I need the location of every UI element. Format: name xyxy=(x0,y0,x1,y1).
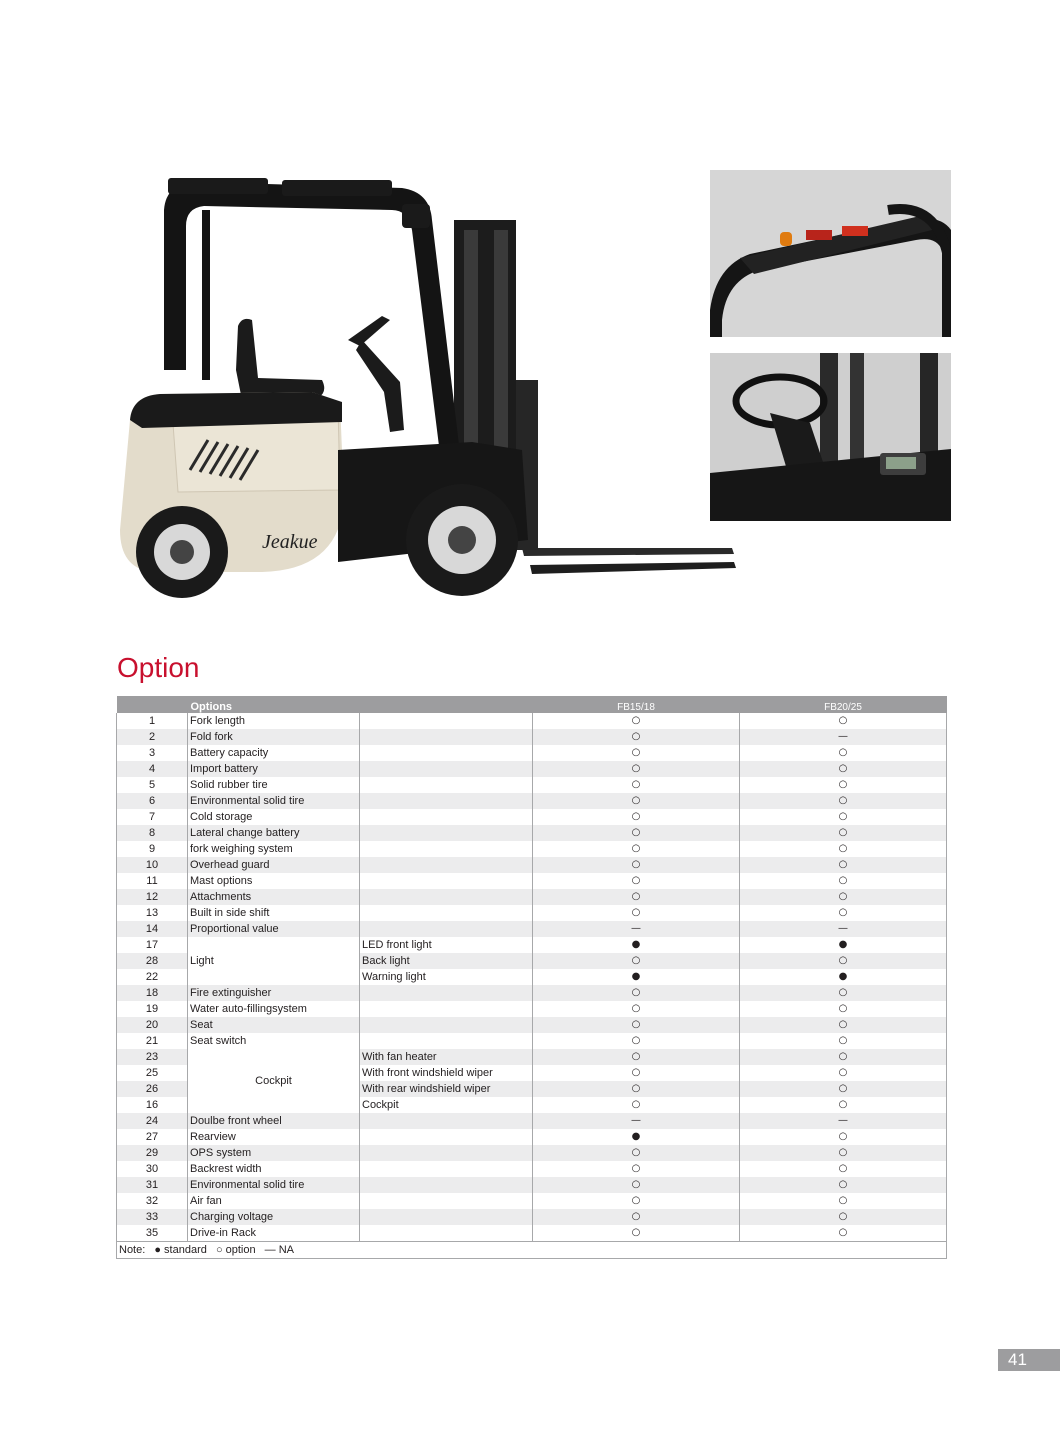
table-row xyxy=(117,1049,947,1065)
row-fb20-25-value: ○ xyxy=(740,1017,947,1033)
row-fb15-18-value: ○ xyxy=(533,745,740,761)
row-suboption xyxy=(360,921,533,937)
table-row xyxy=(117,857,947,873)
row-fb15-18-value: — xyxy=(533,921,740,937)
table-row xyxy=(117,777,947,793)
table-row xyxy=(117,1113,947,1129)
row-number: 22 xyxy=(117,969,188,985)
row-fb20-25-value: ○ xyxy=(740,857,947,873)
section-title: Option xyxy=(117,652,200,683)
row-suboption xyxy=(360,857,533,873)
row-fb15-18-value: ○ xyxy=(533,1177,740,1193)
row-number: 1 xyxy=(117,713,188,729)
row-number: 14 xyxy=(117,921,188,937)
table-row xyxy=(117,1225,947,1242)
row-fb15-18-value: ○ xyxy=(533,793,740,809)
row-suboption xyxy=(360,985,533,1001)
row-fb15-18-value: ○ xyxy=(533,985,740,1001)
row-suboption: With rear windshield wiper xyxy=(360,1081,533,1097)
row-fb20-25-value: ○ xyxy=(740,1081,947,1097)
brand-logo: Jeakue xyxy=(262,531,318,553)
table-row xyxy=(117,1129,947,1145)
row-fb15-18-value: ○ xyxy=(533,1193,740,1209)
row-fb20-25-value: — xyxy=(740,921,947,937)
row-number: 21 xyxy=(117,1033,188,1049)
row-fb20-25-value: ○ xyxy=(740,873,947,889)
table-row xyxy=(117,873,947,889)
row-fb15-18-value: ○ xyxy=(533,777,740,793)
row-suboption: With fan heater xyxy=(360,1049,533,1065)
row-number: 28 xyxy=(117,953,188,969)
row-option-name: Attachments xyxy=(188,889,360,905)
row-option-name: Lateral change battery xyxy=(188,825,360,841)
row-fb20-25-value: ○ xyxy=(740,1065,947,1081)
row-fb20-25-value: ○ xyxy=(740,841,947,857)
row-suboption xyxy=(360,1033,533,1049)
table-row xyxy=(117,793,947,809)
table-row xyxy=(117,1001,947,1017)
row-option-name: Environmental solid tire xyxy=(188,1177,360,1193)
row-fb15-18-value: ○ xyxy=(533,729,740,745)
row-number: 32 xyxy=(117,1193,188,1209)
row-option-name: Built in side shift xyxy=(188,905,360,921)
row-suboption xyxy=(360,729,533,745)
row-option-name: Seat xyxy=(188,1017,360,1033)
row-suboption xyxy=(360,1177,533,1193)
row-number: 27 xyxy=(117,1129,188,1145)
legend-note xyxy=(117,1242,947,1259)
row-suboption xyxy=(360,1129,533,1145)
row-fb20-25-value: ○ xyxy=(740,1209,947,1225)
cockpit-dashboard-photo xyxy=(710,353,951,521)
row-fb20-25-value: ● xyxy=(740,937,947,953)
row-suboption: Warning light xyxy=(360,969,533,985)
row-fb15-18-value: ○ xyxy=(533,889,740,905)
row-fb20-25-value: ● xyxy=(740,969,947,985)
row-option-name: Import battery xyxy=(188,761,360,777)
row-number: 10 xyxy=(117,857,188,873)
note-standard: ● standard xyxy=(154,1244,207,1256)
row-number: 9 xyxy=(117,841,188,857)
table-row xyxy=(117,1209,947,1225)
row-number: 16 xyxy=(117,1097,188,1113)
row-fb20-25-value: ○ xyxy=(740,889,947,905)
row-suboption xyxy=(360,793,533,809)
row-fb20-25-value: ○ xyxy=(740,761,947,777)
row-suboption xyxy=(360,777,533,793)
row-number: 8 xyxy=(117,825,188,841)
row-number: 26 xyxy=(117,1081,188,1097)
table-row xyxy=(117,1145,947,1161)
row-number: 30 xyxy=(117,1161,188,1177)
row-fb15-18-value: ○ xyxy=(533,953,740,969)
row-number: 12 xyxy=(117,889,188,905)
note-label: Note: xyxy=(119,1244,146,1256)
table-row xyxy=(117,745,947,761)
row-fb20-25-value: — xyxy=(740,1113,947,1129)
row-number: 25 xyxy=(117,1065,188,1081)
row-suboption: Back light xyxy=(360,953,533,969)
forklift-product-image xyxy=(112,170,740,602)
row-number: 18 xyxy=(117,985,188,1001)
row-suboption xyxy=(360,745,533,761)
row-fb20-25-value: ○ xyxy=(740,985,947,1001)
light-group-label: Light xyxy=(188,937,360,985)
row-fb15-18-value: ○ xyxy=(533,713,740,729)
header-model-fb20-25: FB20/25 xyxy=(740,696,947,713)
row-number: 35 xyxy=(117,1225,188,1242)
legend-note-row xyxy=(117,1242,947,1259)
row-suboption: LED front light xyxy=(360,937,533,953)
row-fb15-18-value: ○ xyxy=(533,1209,740,1225)
row-option-name: Doulbe front wheel xyxy=(188,1113,360,1129)
row-option-name: Cold storage xyxy=(188,809,360,825)
row-suboption xyxy=(360,1001,533,1017)
table-row xyxy=(117,905,947,921)
row-number: 13 xyxy=(117,905,188,921)
row-fb15-18-value: ○ xyxy=(533,1081,740,1097)
row-number: 31 xyxy=(117,1177,188,1193)
row-suboption xyxy=(360,873,533,889)
row-number: 23 xyxy=(117,1049,188,1065)
row-suboption xyxy=(360,761,533,777)
row-number: 33 xyxy=(117,1209,188,1225)
row-fb20-25-value: ○ xyxy=(740,825,947,841)
row-suboption xyxy=(360,1209,533,1225)
row-fb20-25-value: ○ xyxy=(740,777,947,793)
header-suboption xyxy=(360,696,533,713)
header-number xyxy=(117,696,188,713)
row-suboption xyxy=(360,1017,533,1033)
row-option-name: Mast options xyxy=(188,873,360,889)
row-fb15-18-value: ○ xyxy=(533,1017,740,1033)
row-fb15-18-value: ● xyxy=(533,1129,740,1145)
row-suboption xyxy=(360,1145,533,1161)
row-fb20-25-value: ○ xyxy=(740,1049,947,1065)
row-number: 4 xyxy=(117,761,188,777)
row-fb20-25-value: ○ xyxy=(740,745,947,761)
row-fb15-18-value: ○ xyxy=(533,809,740,825)
table-row xyxy=(117,809,947,825)
row-fb15-18-value: ○ xyxy=(533,1033,740,1049)
row-suboption xyxy=(360,889,533,905)
options-table-body xyxy=(117,713,947,1242)
table-row xyxy=(117,1161,947,1177)
row-fb15-18-value: ○ xyxy=(533,1065,740,1081)
row-fb15-18-value: ○ xyxy=(533,905,740,921)
row-number: 19 xyxy=(117,1001,188,1017)
row-suboption xyxy=(360,841,533,857)
row-option-name: Charging voltage xyxy=(188,1209,360,1225)
row-option-name: Rearview xyxy=(188,1129,360,1145)
row-option-name: Drive-in Rack xyxy=(188,1225,360,1242)
row-fb20-25-value: ○ xyxy=(740,905,947,921)
row-fb15-18-value: ○ xyxy=(533,1225,740,1242)
table-row xyxy=(117,889,947,905)
row-fb20-25-value: ○ xyxy=(740,953,947,969)
header-options: Options xyxy=(188,696,360,713)
row-fb15-18-value: ○ xyxy=(533,761,740,777)
row-option-name: Fork length xyxy=(188,713,360,729)
row-number: 29 xyxy=(117,1145,188,1161)
row-number: 7 xyxy=(117,809,188,825)
row-option-name: Water auto-fillingsystem xyxy=(188,1001,360,1017)
row-fb20-25-value: ○ xyxy=(740,1129,947,1145)
row-number: 17 xyxy=(117,937,188,953)
row-fb15-18-value: ○ xyxy=(533,1049,740,1065)
options-table xyxy=(116,696,947,1259)
row-fb20-25-value: ○ xyxy=(740,1225,947,1242)
row-option-name: Backrest width xyxy=(188,1161,360,1177)
note-option: ○ option xyxy=(215,1244,256,1256)
table-row xyxy=(117,921,947,937)
row-option-name: Fire extinguisher xyxy=(188,985,360,1001)
table-row xyxy=(117,1193,947,1209)
row-fb20-25-value: ○ xyxy=(740,1001,947,1017)
row-fb20-25-value: ○ xyxy=(740,1097,947,1113)
note-na: — NA xyxy=(264,1244,295,1256)
overhead-guard-lights-photo xyxy=(710,170,951,337)
table-row xyxy=(117,1033,947,1049)
row-fb20-25-value: ○ xyxy=(740,1145,947,1161)
table-row xyxy=(117,985,947,1001)
table-row xyxy=(117,729,947,745)
row-number: 11 xyxy=(117,873,188,889)
row-option-name: Overhead guard xyxy=(188,857,360,873)
row-suboption: Cockpit xyxy=(360,1097,533,1113)
row-option-name: Fold fork xyxy=(188,729,360,745)
row-suboption xyxy=(360,809,533,825)
row-fb15-18-value: ○ xyxy=(533,857,740,873)
row-fb20-25-value: ○ xyxy=(740,1193,947,1209)
table-row xyxy=(117,761,947,777)
row-fb20-25-value: — xyxy=(740,729,947,745)
row-fb20-25-value: ○ xyxy=(740,1177,947,1193)
row-suboption: With front windshield wiper xyxy=(360,1065,533,1081)
row-fb20-25-value: ○ xyxy=(740,713,947,729)
row-number: 24 xyxy=(117,1113,188,1129)
row-number: 2 xyxy=(117,729,188,745)
row-fb15-18-value: ● xyxy=(533,937,740,953)
row-fb20-25-value: ○ xyxy=(740,809,947,825)
row-fb20-25-value: ○ xyxy=(740,1033,947,1049)
row-number: 3 xyxy=(117,745,188,761)
row-fb20-25-value: ○ xyxy=(740,1161,947,1177)
page-number: 41 xyxy=(998,1349,1060,1371)
row-suboption xyxy=(360,825,533,841)
header-model-fb15-18: FB15/18 xyxy=(533,696,740,713)
row-suboption xyxy=(360,1113,533,1129)
table-row xyxy=(117,937,947,953)
cockpit-group-label: Cockpit xyxy=(188,1049,360,1113)
row-fb15-18-value: ○ xyxy=(533,1161,740,1177)
row-fb15-18-value: ○ xyxy=(533,841,740,857)
row-fb15-18-value: ○ xyxy=(533,1145,740,1161)
row-option-name: Air fan xyxy=(188,1193,360,1209)
row-option-name: fork weighing system xyxy=(188,841,360,857)
row-option-name: Environmental solid tire xyxy=(188,793,360,809)
row-option-name: Battery capacity xyxy=(188,745,360,761)
row-fb20-25-value: ○ xyxy=(740,793,947,809)
row-fb15-18-value: ○ xyxy=(533,1001,740,1017)
row-fb15-18-value: ○ xyxy=(533,1097,740,1113)
row-fb15-18-value: ○ xyxy=(533,825,740,841)
row-number: 20 xyxy=(117,1017,188,1033)
table-row xyxy=(117,1177,947,1193)
row-option-name: Solid rubber tire xyxy=(188,777,360,793)
row-suboption xyxy=(360,1161,533,1177)
row-suboption xyxy=(360,1193,533,1209)
row-option-name: OPS system xyxy=(188,1145,360,1161)
row-suboption xyxy=(360,1225,533,1242)
table-row xyxy=(117,825,947,841)
table-row xyxy=(117,1017,947,1033)
row-option-name: Proportional value xyxy=(188,921,360,937)
row-number: 5 xyxy=(117,777,188,793)
row-fb15-18-value: ○ xyxy=(533,873,740,889)
row-option-name: Seat switch xyxy=(188,1033,360,1049)
table-row xyxy=(117,841,947,857)
table-header-row xyxy=(117,696,947,713)
row-fb15-18-value: ● xyxy=(533,969,740,985)
row-number: 6 xyxy=(117,793,188,809)
table-row xyxy=(117,713,947,729)
row-fb15-18-value: — xyxy=(533,1113,740,1129)
row-suboption xyxy=(360,713,533,729)
row-suboption xyxy=(360,905,533,921)
